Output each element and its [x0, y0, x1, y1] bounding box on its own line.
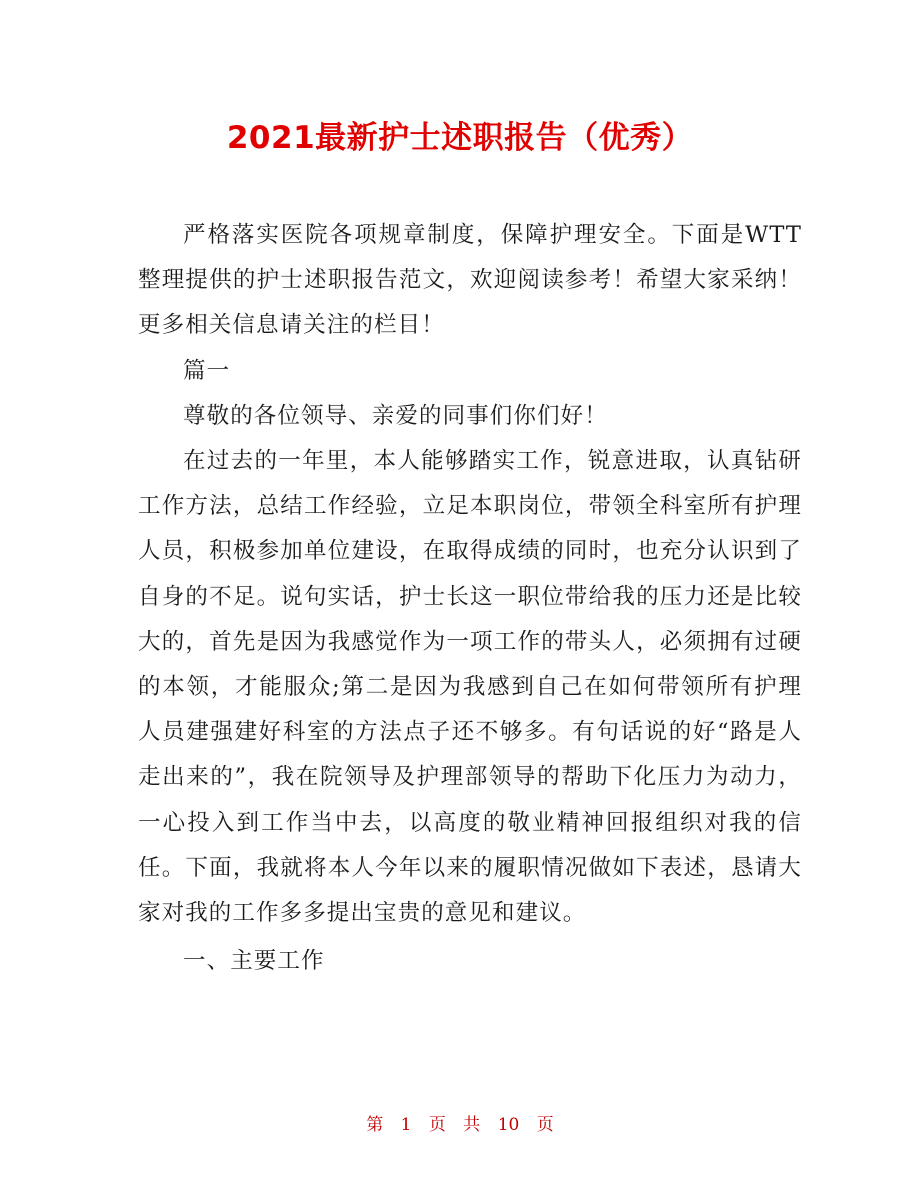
document-body	[138, 213, 802, 984]
section-label: 篇一	[183, 357, 231, 384]
section-heading: 一、主要工作	[183, 948, 325, 975]
document-title: 2021最新护士述职报告（优秀）	[226, 120, 694, 156]
page-footer	[0, 1113, 920, 1137]
footer-current-page: 1	[400, 1115, 412, 1135]
intro-paragraph: 严格落实医院各项规章制度，保障护理安全。下面是WTT整理提供的护士述职报告范文，欢迎阅读参考！希望大家采纳！更多相关信息请关注的栏目！	[138, 222, 802, 339]
footer-total-pages: 10	[497, 1115, 520, 1135]
greeting-paragraph: 尊敬的各位领导、亲爱的同事们你们好！	[183, 402, 608, 429]
footer-total-label: 共	[463, 1115, 481, 1135]
footer-total-unit: 页	[536, 1115, 554, 1135]
footer-page-unit: 页	[428, 1115, 446, 1135]
footer-page-label: 第	[366, 1115, 384, 1135]
main-paragraph: 在过去的一年里，本人能够踏实工作，锐意进取，认真钻研工作方法，总结工作经验，立足本职岗位，带领全科室所有护理人员，积极参加单位建设，在取得成绩的同时，也充分认识到了自身的不足。说句实话，护士长这一职位带给我的压力还是比较大的，首先是因为我感觉作为一项工作的带头人，必须拥有过硬的本领，才能服众;第二是因为我感到自己在如何带领所有护理人员建强建好科室的方法点子还不够多。有句话说的好“路是人走出来的”，我在院领导及护理部领导的帮助下化压力为动力，一心投入到工作当中去，以高度的敬业精神回报组织对我的信任。下面，我就将本人今年以来的履职情况做如下表述，恳请大家对我的工作多多提出宝贵的意见和建议。	[138, 448, 802, 927]
